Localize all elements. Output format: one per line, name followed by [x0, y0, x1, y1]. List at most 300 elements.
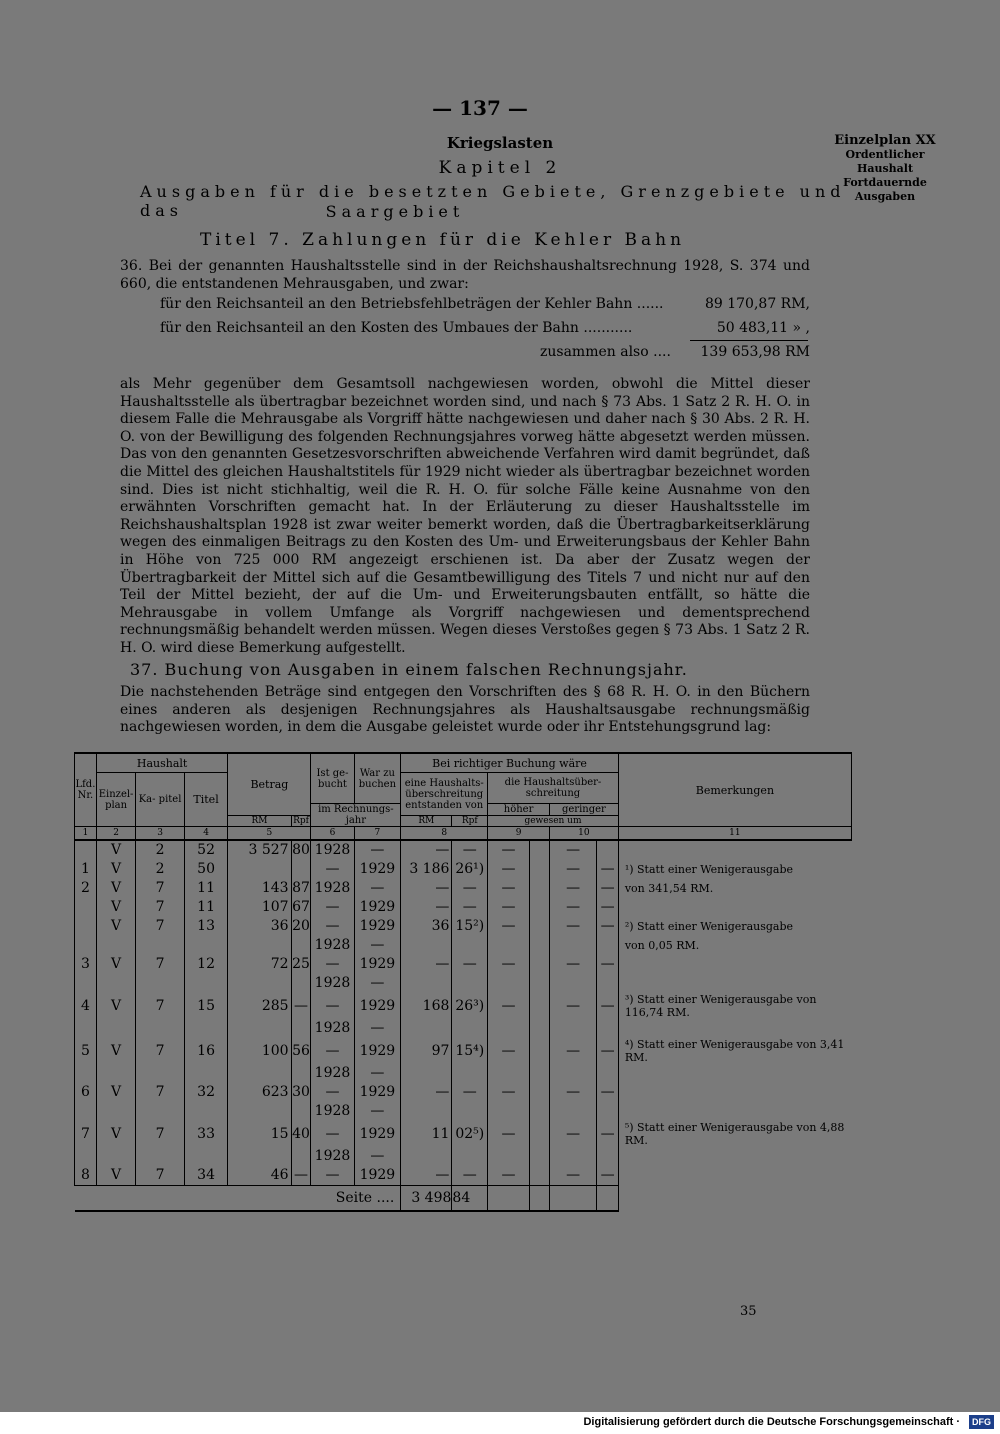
- cell-bemerkung: [618, 974, 851, 993]
- cell-kapitel: [136, 974, 184, 993]
- cell-lfd: [75, 936, 97, 955]
- cell-titel: [184, 936, 228, 955]
- cell-ueberschreitung-rm: [401, 1064, 452, 1083]
- sum-rule: [690, 340, 808, 341]
- cell-ueberschreitung-rpf: —: [452, 879, 488, 898]
- cell-ist-gebucht: 1928: [311, 974, 354, 993]
- cell-titel: 12: [184, 955, 228, 974]
- cell-betrag-rm: [228, 936, 291, 955]
- cell-geringer-rm: [550, 1147, 597, 1166]
- cell-kapitel: [136, 1064, 184, 1083]
- cell-einzelplan: V: [96, 879, 135, 898]
- cell-betrag-rpf: 80: [292, 842, 310, 858]
- cell-war-zu-buchen: 1929: [354, 1083, 401, 1102]
- cell-betrag-rpf: [291, 1019, 311, 1038]
- cell-ist-gebucht: 1928: [311, 1064, 354, 1083]
- cell-bemerkung: von 0,05 RM.: [624, 939, 700, 952]
- cell-lfd: [75, 974, 97, 993]
- cell-ueberschreitung-rpf: [452, 1019, 488, 1038]
- table-row: [75, 993, 852, 1019]
- table-row: [75, 898, 852, 917]
- col-header-kapitel: Ka- pitel: [136, 773, 184, 827]
- cell-hoeher-rpf: [529, 1083, 549, 1102]
- cell-betrag-rm: 285: [228, 993, 291, 1019]
- cell-betrag-rm: 143: [228, 879, 291, 898]
- amount-value: 89 170,87 RM,: [704, 296, 810, 312]
- col-header-im-rj: im Rechnungs- jahr: [311, 804, 401, 827]
- cell-kapitel: 7: [136, 1166, 184, 1186]
- cell-hoeher-rpf: [529, 993, 549, 1019]
- cell-einzelplan: [96, 936, 135, 955]
- cell-geringer-rpf: —: [597, 860, 618, 879]
- cell-kapitel: 7: [136, 879, 184, 898]
- cell-bemerkung: [618, 898, 851, 917]
- col-number: 11: [618, 827, 851, 841]
- cell-ueberschreitung-rm: 3 186: [401, 860, 452, 879]
- cell-hoeher-rm: —: [488, 898, 530, 917]
- cell-betrag-rpf: [291, 974, 311, 993]
- cell-titel: 11: [184, 898, 228, 917]
- table-row: [75, 1064, 852, 1083]
- subtitle-line-2: Saargebiet: [325, 202, 465, 221]
- cell-hoeher-rpf: [529, 1166, 549, 1186]
- cell-titel: 32: [184, 1083, 228, 1102]
- col-header-betrag: Betrag: [228, 753, 311, 816]
- margin-note-line: Ordentlicher: [845, 148, 925, 161]
- unit-rpf: Rpf: [293, 816, 309, 826]
- cell-betrag-rm: 36: [228, 917, 291, 936]
- cell-geringer-rpf: —: [597, 993, 618, 1019]
- cell-geringer-rpf: [597, 974, 618, 993]
- empty-cell: [597, 1186, 618, 1212]
- cell-hoeher-rm: —: [488, 1038, 530, 1064]
- page-sum-rm: 3 498: [401, 1186, 452, 1212]
- cell-einzelplan: V: [96, 860, 135, 879]
- cell-ueberschreitung-rpf: 26¹): [452, 860, 488, 879]
- cell-lfd: 7: [75, 1121, 97, 1147]
- cell-bemerkung: von 341,54 RM.: [624, 882, 714, 895]
- cell-betrag-rm: 3 527: [228, 840, 291, 860]
- margin-note: [800, 134, 970, 204]
- cell-ueberschreitung-rm: [401, 1102, 452, 1121]
- cell-kapitel: [136, 1147, 184, 1166]
- empty-cell: [618, 1186, 851, 1212]
- cell-geringer-rm: —: [550, 840, 597, 860]
- cell-betrag-rm: [228, 1102, 291, 1121]
- cell-geringer-rpf: [597, 1064, 618, 1083]
- cell-geringer-rm: —: [550, 898, 597, 917]
- cell-titel: 50: [184, 860, 228, 879]
- col-number: 5: [228, 827, 311, 841]
- cell-ist-gebucht: —: [311, 993, 354, 1019]
- cell-hoeher-rm: —: [488, 1083, 530, 1102]
- cell-geringer-rpf: [597, 1102, 618, 1121]
- cell-war-zu-buchen: —: [354, 1019, 401, 1038]
- cell-ueberschreitung-rm: 168: [401, 993, 452, 1019]
- cell-lfd: [75, 917, 97, 936]
- cell-lfd: [75, 840, 97, 860]
- cell-ist-gebucht: —: [311, 1166, 354, 1186]
- cell-lfd: 8: [75, 1166, 97, 1186]
- col-number: 1: [75, 827, 97, 841]
- cell-hoeher-rm: [488, 974, 530, 993]
- cell-hoeher-rm: [488, 1102, 530, 1121]
- cell-ueberschreitung-rm: —: [401, 898, 452, 917]
- table-row: [75, 917, 852, 936]
- col-header-geringer: geringer: [550, 804, 619, 816]
- cell-geringer-rpf: —: [597, 955, 618, 974]
- paragraph-37-body: Die nachstehenden Beträge sind entgegen den Vorschriften des § 68 R. H. O. in den Büchern eines anderen als desjenigen Rechnungsjahres als Haushaltsausgabe rechnungsmäßig nachgewiesen worden, in dem die Ausgabe geleistet wurde oder ihr Entstehungsgrund lag:: [120, 684, 810, 736]
- unit-rm: RM: [401, 816, 452, 827]
- col-header-bei: Bei richtiger Buchung wäre: [401, 753, 619, 773]
- cell-bemerkung: ³) Statt einer Wenigerausgabe von 116,74 RM.: [624, 993, 817, 1019]
- cell-hoeher-rpf: [529, 1102, 549, 1121]
- cell-ueberschreitung-rm: [401, 974, 452, 993]
- cell-einzelplan: V: [96, 898, 135, 917]
- cell-bemerkung: [618, 1019, 851, 1038]
- sheet-number: 35: [740, 1304, 757, 1319]
- cell-ueberschreitung-rpf: [452, 1102, 488, 1121]
- cell-war-zu-buchen: 1929: [354, 898, 401, 917]
- empty-cell: [529, 1186, 549, 1212]
- cell-kapitel: [136, 1102, 184, 1121]
- cell-hoeher-rpf: [529, 1038, 549, 1064]
- amount-label: zusammen also ....: [540, 344, 671, 360]
- margin-note-line: Ausgaben: [854, 190, 916, 203]
- cell-einzelplan: V: [96, 1166, 135, 1186]
- cell-betrag-rpf: [291, 1064, 311, 1083]
- cell-bemerkung: [618, 1147, 851, 1166]
- cell-hoeher-rpf: [529, 840, 549, 860]
- table-row: [75, 1102, 852, 1121]
- cell-einzelplan: V: [96, 917, 135, 936]
- cell-geringer-rm: —: [550, 917, 597, 936]
- col-number: 7: [354, 827, 401, 841]
- amount-line: [160, 320, 810, 340]
- cell-titel: 34: [184, 1166, 228, 1186]
- table-row: [75, 936, 852, 955]
- cell-titel: [184, 1019, 228, 1038]
- chapter-heading: Kapitel 2: [438, 158, 562, 178]
- cell-kapitel: 7: [136, 993, 184, 1019]
- cell-kapitel: 7: [136, 1038, 184, 1064]
- cell-ueberschreitung-rm: [401, 1147, 452, 1166]
- unit-rm: RM: [228, 816, 291, 827]
- cell-betrag-rpf: —: [291, 1166, 311, 1186]
- cell-ist-gebucht: —: [311, 1083, 354, 1102]
- cell-kapitel: 2: [136, 840, 184, 860]
- page-sum-label: Seite ....: [75, 1186, 401, 1212]
- amount-total-line: [160, 344, 810, 364]
- amount-label: für den Reichsanteil an den Betriebsfehlbeträgen der Kehler Bahn ......: [160, 296, 664, 312]
- cell-titel: 52: [184, 840, 228, 860]
- cell-titel: 11: [184, 879, 228, 898]
- col-header-ist: Ist ge- bucht: [311, 753, 354, 804]
- cell-war-zu-buchen: 1929: [354, 1121, 401, 1147]
- cell-titel: [184, 1102, 228, 1121]
- cell-geringer-rpf: [597, 936, 618, 955]
- margin-note-line: Fortdauernde: [843, 176, 927, 189]
- cell-geringer-rpf: —: [597, 1166, 618, 1186]
- cell-ist-gebucht: 1928: [311, 1019, 354, 1038]
- amount-value: 50 483,11 » ,: [716, 320, 810, 336]
- cell-bemerkung: ⁵) Statt einer Wenigerausgabe von 4,88 RM.: [624, 1121, 845, 1147]
- cell-betrag-rm: 623: [228, 1083, 291, 1102]
- cell-bemerkung: [618, 1102, 851, 1121]
- cell-ueberschreitung-rpf: 15²): [452, 917, 488, 936]
- cell-geringer-rm: [550, 1019, 597, 1038]
- cell-einzelplan: V: [96, 840, 135, 860]
- margin-note-line: Einzelplan XX: [834, 133, 936, 148]
- cell-ueberschreitung-rm: —: [401, 879, 452, 898]
- cell-betrag-rm: [228, 860, 291, 879]
- cell-hoeher-rm: —: [488, 1121, 530, 1147]
- cell-ueberschreitung-rm: 36: [401, 917, 452, 936]
- cell-ist-gebucht: —: [311, 955, 354, 974]
- cell-ueberschreitung-rpf: [452, 1064, 488, 1083]
- cell-betrag-rm: [228, 1147, 291, 1166]
- col-header-gewesen: gewesen um: [488, 816, 619, 827]
- cell-ueberschreitung-rpf: [452, 974, 488, 993]
- cell-hoeher-rpf: [529, 936, 549, 955]
- cell-ueberschreitung-rm: —: [401, 1083, 452, 1102]
- cell-war-zu-buchen: —: [354, 974, 401, 993]
- subtitle-line-1: Ausgaben für die besetzten Gebiete, Grenzgebiete und das: [140, 182, 846, 220]
- cell-betrag-rpf: 87: [292, 880, 310, 896]
- cell-einzelplan: V: [96, 955, 135, 974]
- cell-einzelplan: V: [96, 1083, 135, 1102]
- cell-geringer-rm: [550, 974, 597, 993]
- cell-ueberschreitung-rpf: 26³): [452, 993, 488, 1019]
- cell-hoeher-rpf: [529, 1147, 549, 1166]
- col-header-titel: Titel: [184, 773, 228, 827]
- cell-hoeher-rm: —: [488, 955, 530, 974]
- cell-geringer-rpf: —: [597, 1083, 618, 1102]
- cell-war-zu-buchen: 1929: [354, 993, 401, 1019]
- cell-betrag-rpf: [291, 860, 311, 879]
- cell-ueberschreitung-rpf: —: [452, 898, 488, 917]
- cell-war-zu-buchen: 1929: [354, 917, 401, 936]
- cell-geringer-rpf: —: [597, 879, 618, 898]
- cell-war-zu-buchen: 1929: [354, 1166, 401, 1186]
- cell-war-zu-buchen: —: [354, 840, 401, 860]
- cell-betrag-rpf: 25: [292, 956, 310, 972]
- cell-hoeher-rm: [488, 1019, 530, 1038]
- amount-value: 139 653,98 RM: [700, 344, 810, 360]
- cell-bemerkung: [618, 955, 851, 974]
- col-header-bemerkungen: Bemerkungen: [618, 753, 851, 827]
- cell-betrag-rm: 100: [228, 1038, 291, 1064]
- cell-geringer-rm: [550, 1064, 597, 1083]
- cell-geringer-rpf: —: [597, 917, 618, 936]
- cell-lfd: [75, 1147, 97, 1166]
- col-header-einzelplan: Einzel- plan: [96, 773, 135, 827]
- cell-titel: 15: [184, 993, 228, 1019]
- cell-einzelplan: [96, 974, 135, 993]
- cell-betrag-rpf: —: [291, 993, 311, 1019]
- cell-einzelplan: [96, 1019, 135, 1038]
- cell-war-zu-buchen: —: [354, 1102, 401, 1121]
- cell-ueberschreitung-rm: 11: [401, 1121, 452, 1147]
- cell-lfd: 5: [75, 1038, 97, 1064]
- cell-hoeher-rm: [488, 936, 530, 955]
- cell-betrag-rm: 72: [228, 955, 291, 974]
- cell-lfd: [75, 1102, 97, 1121]
- amount-label: für den Reichsanteil an den Kosten des Umbaues der Bahn ...........: [160, 320, 633, 336]
- cell-betrag-rpf: [291, 936, 311, 955]
- cell-bemerkung: [618, 840, 851, 860]
- cell-geringer-rpf: [597, 840, 618, 860]
- cell-einzelplan: V: [96, 993, 135, 1019]
- cell-ist-gebucht: 1928: [311, 936, 354, 955]
- cell-betrag-rm: [228, 1019, 291, 1038]
- cell-bemerkung: ²) Statt einer Wenigerausgabe: [624, 920, 794, 933]
- cell-ist-gebucht: 1928: [311, 840, 354, 860]
- cell-ueberschreitung-rpf: [452, 1147, 488, 1166]
- cell-ueberschreitung-rm: 97: [401, 1038, 452, 1064]
- col-number: 10: [550, 827, 619, 841]
- cell-hoeher-rpf: [529, 1121, 549, 1147]
- cell-hoeher-rm: [488, 1147, 530, 1166]
- cell-ueberschreitung-rpf: —: [452, 955, 488, 974]
- cell-hoeher-rm: —: [488, 860, 530, 879]
- titel-heading: Titel 7. Zahlungen für die Kehler Bahn: [200, 230, 686, 250]
- cell-geringer-rpf: [597, 1147, 618, 1166]
- cell-hoeher-rpf: [529, 1064, 549, 1083]
- cell-geringer-rm: —: [550, 879, 597, 898]
- cell-lfd: 1: [75, 860, 97, 879]
- cell-titel: 33: [184, 1121, 228, 1147]
- cell-lfd: 3: [75, 955, 97, 974]
- cell-einzelplan: V: [96, 1121, 135, 1147]
- cell-geringer-rm: —: [550, 1121, 597, 1147]
- cell-war-zu-buchen: 1929: [354, 860, 401, 879]
- cell-geringer-rpf: [597, 1019, 618, 1038]
- cell-hoeher-rm: —: [488, 1166, 530, 1186]
- paragraph-36-intro: 36. Bei der genannten Haushaltsstelle sind in der Reichshaushaltsrechnung 1928, S. 374 und 660, die entstandenen Mehrausgaben, und zwar:: [120, 258, 810, 292]
- cell-ist-gebucht: —: [311, 1038, 354, 1064]
- cell-hoeher-rpf: [529, 860, 549, 879]
- col-number: 6: [311, 827, 354, 841]
- cell-ueberschreitung-rm: —: [401, 1166, 452, 1186]
- cell-hoeher-rpf: [529, 955, 549, 974]
- cell-hoeher-rm: —: [488, 917, 530, 936]
- cell-ist-gebucht: 1928: [311, 1147, 354, 1166]
- col-header-lfd: Lfd. Nr.: [75, 753, 97, 827]
- empty-cell: [550, 1186, 597, 1212]
- cell-ueberschreitung-rm: [401, 1019, 452, 1038]
- cell-ueberschreitung-rm: [401, 936, 452, 955]
- cell-kapitel: 2: [136, 860, 184, 879]
- cell-betrag-rpf: 67: [292, 899, 310, 915]
- table-row: [75, 974, 852, 993]
- cell-hoeher-rm: —: [488, 993, 530, 1019]
- cell-war-zu-buchen: —: [354, 1147, 401, 1166]
- cell-kapitel: 7: [136, 917, 184, 936]
- dfg-credit: Digitalisierung gefördert durch die Deutsche Forschungsgemeinschaft ·: [583, 1416, 960, 1428]
- cell-einzelplan: V: [96, 1038, 135, 1064]
- cell-lfd: 2: [75, 879, 97, 898]
- table-row: [75, 860, 852, 879]
- cell-lfd: [75, 898, 97, 917]
- cell-lfd: 4: [75, 993, 97, 1019]
- col-header-war: War zu buchen: [354, 753, 401, 804]
- cell-lfd: 6: [75, 1083, 97, 1102]
- col-header-haushalt: Haushalt: [96, 753, 227, 773]
- cell-bemerkung: ¹) Statt einer Wenigerausgabe: [624, 863, 794, 876]
- table-row: [75, 1147, 852, 1166]
- cell-einzelplan: [96, 1102, 135, 1121]
- cell-geringer-rm: —: [550, 860, 597, 879]
- table-row: [75, 1019, 852, 1038]
- cell-ist-gebucht: —: [311, 1121, 354, 1147]
- col-number: 8: [401, 827, 488, 841]
- cell-hoeher-rpf: [529, 879, 549, 898]
- cell-bemerkung: [618, 1064, 851, 1083]
- cell-geringer-rm: —: [550, 955, 597, 974]
- dfg-footer-bar: [0, 1412, 1000, 1434]
- cell-ueberschreitung-rpf: —: [452, 840, 488, 860]
- cell-hoeher-rm: [488, 1064, 530, 1083]
- cell-war-zu-buchen: —: [354, 1064, 401, 1083]
- dfg-logo: DFG: [969, 1415, 994, 1429]
- cell-war-zu-buchen: —: [354, 936, 401, 955]
- paragraph-37-heading: 37. Buchung von Ausgaben in einem falschen Rechnungsjahr.: [130, 660, 688, 679]
- col-header-eine: eine Haushalts- überschreitung entstanden von: [401, 773, 488, 816]
- cell-geringer-rm: —: [550, 1083, 597, 1102]
- cell-betrag-rpf: 56: [291, 1038, 311, 1064]
- table-row: [75, 955, 852, 974]
- cell-hoeher-rm: —: [488, 840, 530, 860]
- margin-note-line: Haushalt: [856, 162, 914, 175]
- cell-lfd: [75, 1064, 97, 1083]
- cell-ueberschreitung-rpf: [452, 936, 488, 955]
- table-row: [75, 1121, 852, 1147]
- cell-titel: [184, 974, 228, 993]
- cell-war-zu-buchen: 1929: [354, 1038, 401, 1064]
- cell-ist-gebucht: 1928: [311, 879, 354, 898]
- table-row: [75, 1083, 852, 1102]
- cell-bemerkung: [618, 1083, 851, 1102]
- col-header-die: die Haushaltsüber- schreitung: [488, 773, 619, 804]
- table-row: [75, 1166, 852, 1186]
- cell-betrag-rm: [228, 974, 291, 993]
- cell-geringer-rm: —: [550, 993, 597, 1019]
- cell-betrag-rpf: [291, 1147, 311, 1166]
- cell-war-zu-buchen: 1929: [354, 955, 401, 974]
- cell-betrag-rm: 107: [228, 898, 291, 917]
- cell-geringer-rpf: —: [597, 1121, 618, 1147]
- cell-hoeher-rpf: [529, 974, 549, 993]
- table-row: [75, 879, 852, 898]
- cell-titel: [184, 1147, 228, 1166]
- col-number: 3: [136, 827, 184, 841]
- cell-betrag-rpf: 40: [291, 1121, 311, 1147]
- cell-hoeher-rpf: [529, 917, 549, 936]
- cell-ueberschreitung-rm: —: [401, 840, 452, 860]
- table-row: [75, 1038, 852, 1064]
- cell-hoeher-rpf: [529, 1019, 549, 1038]
- cell-lfd: [75, 1019, 97, 1038]
- paragraph-36-body: als Mehr gegenüber dem Gesamtsoll nachgewiesen worden, obwohl die Mittel dieser Haushaltsstelle als übertragbar bezeichnet worden sind, und nach § 73 Abs. 1 Satz 2 R. H. O. in diesem Falle die Mehrausgabe als Vorgriff hätte nachgewiesen und daher nach § 30 Abs. 2 R. H. O. von der Bewilligung des folgenden Rechnungsjahres vorweg hätte abgesetzt werden müssen. Das von den genannten Gesetzesvorschriften abweichende Verfahren wird damit begründet, daß die Mittel des gleichen Haushaltstitels für 1929 nicht wieder als übertragbar bezeichnet worden sind. Dies ist nicht stichhaltig, weil die R. H. O. für solche Fälle keine Ausnahme von den erwähnten Vorschriften gemacht hat. In der Erläuterung zu dieser Haushaltsstelle im Reichshaushaltsplan 1928 ist zwar weiter bemerkt worden, daß die Übertragbarkeitserklärung wegen des einmaligen Beitrags zu den Kosten des Um- und Erweiterungsbaus der Kehler Bahn in Höhe von 725 000 RM angezeigt erschienen ist. Da aber der Zusatz wegen der Übertragbarkeit der Mittel sich auf die Gesamtbewilligung des Titels 7 und nicht nur auf den Teil der Mittel bezieht, der auf die Um- und Erweiterungsbauten entfällt, so hätte die Mehrausgabe in vollem Umfange als Vorgriff nachgewiesen und dementsprechend rechnungsmäßig behandelt werden müssen. Wegen dieses Verstoßes gegen § 73 Abs. 1 Satz 2 R. H. O. wird diese Bemerkung aufgestellt.: [120, 376, 810, 656]
- cell-war-zu-buchen: —: [354, 879, 401, 898]
- cell-einzelplan: [96, 1147, 135, 1166]
- cell-betrag-rm: [228, 1064, 291, 1083]
- cell-geringer-rpf: —: [597, 898, 618, 917]
- col-header-hoeher: höher: [488, 804, 550, 816]
- cell-hoeher-rm: —: [488, 879, 530, 898]
- page-number: — 137 —: [432, 96, 528, 120]
